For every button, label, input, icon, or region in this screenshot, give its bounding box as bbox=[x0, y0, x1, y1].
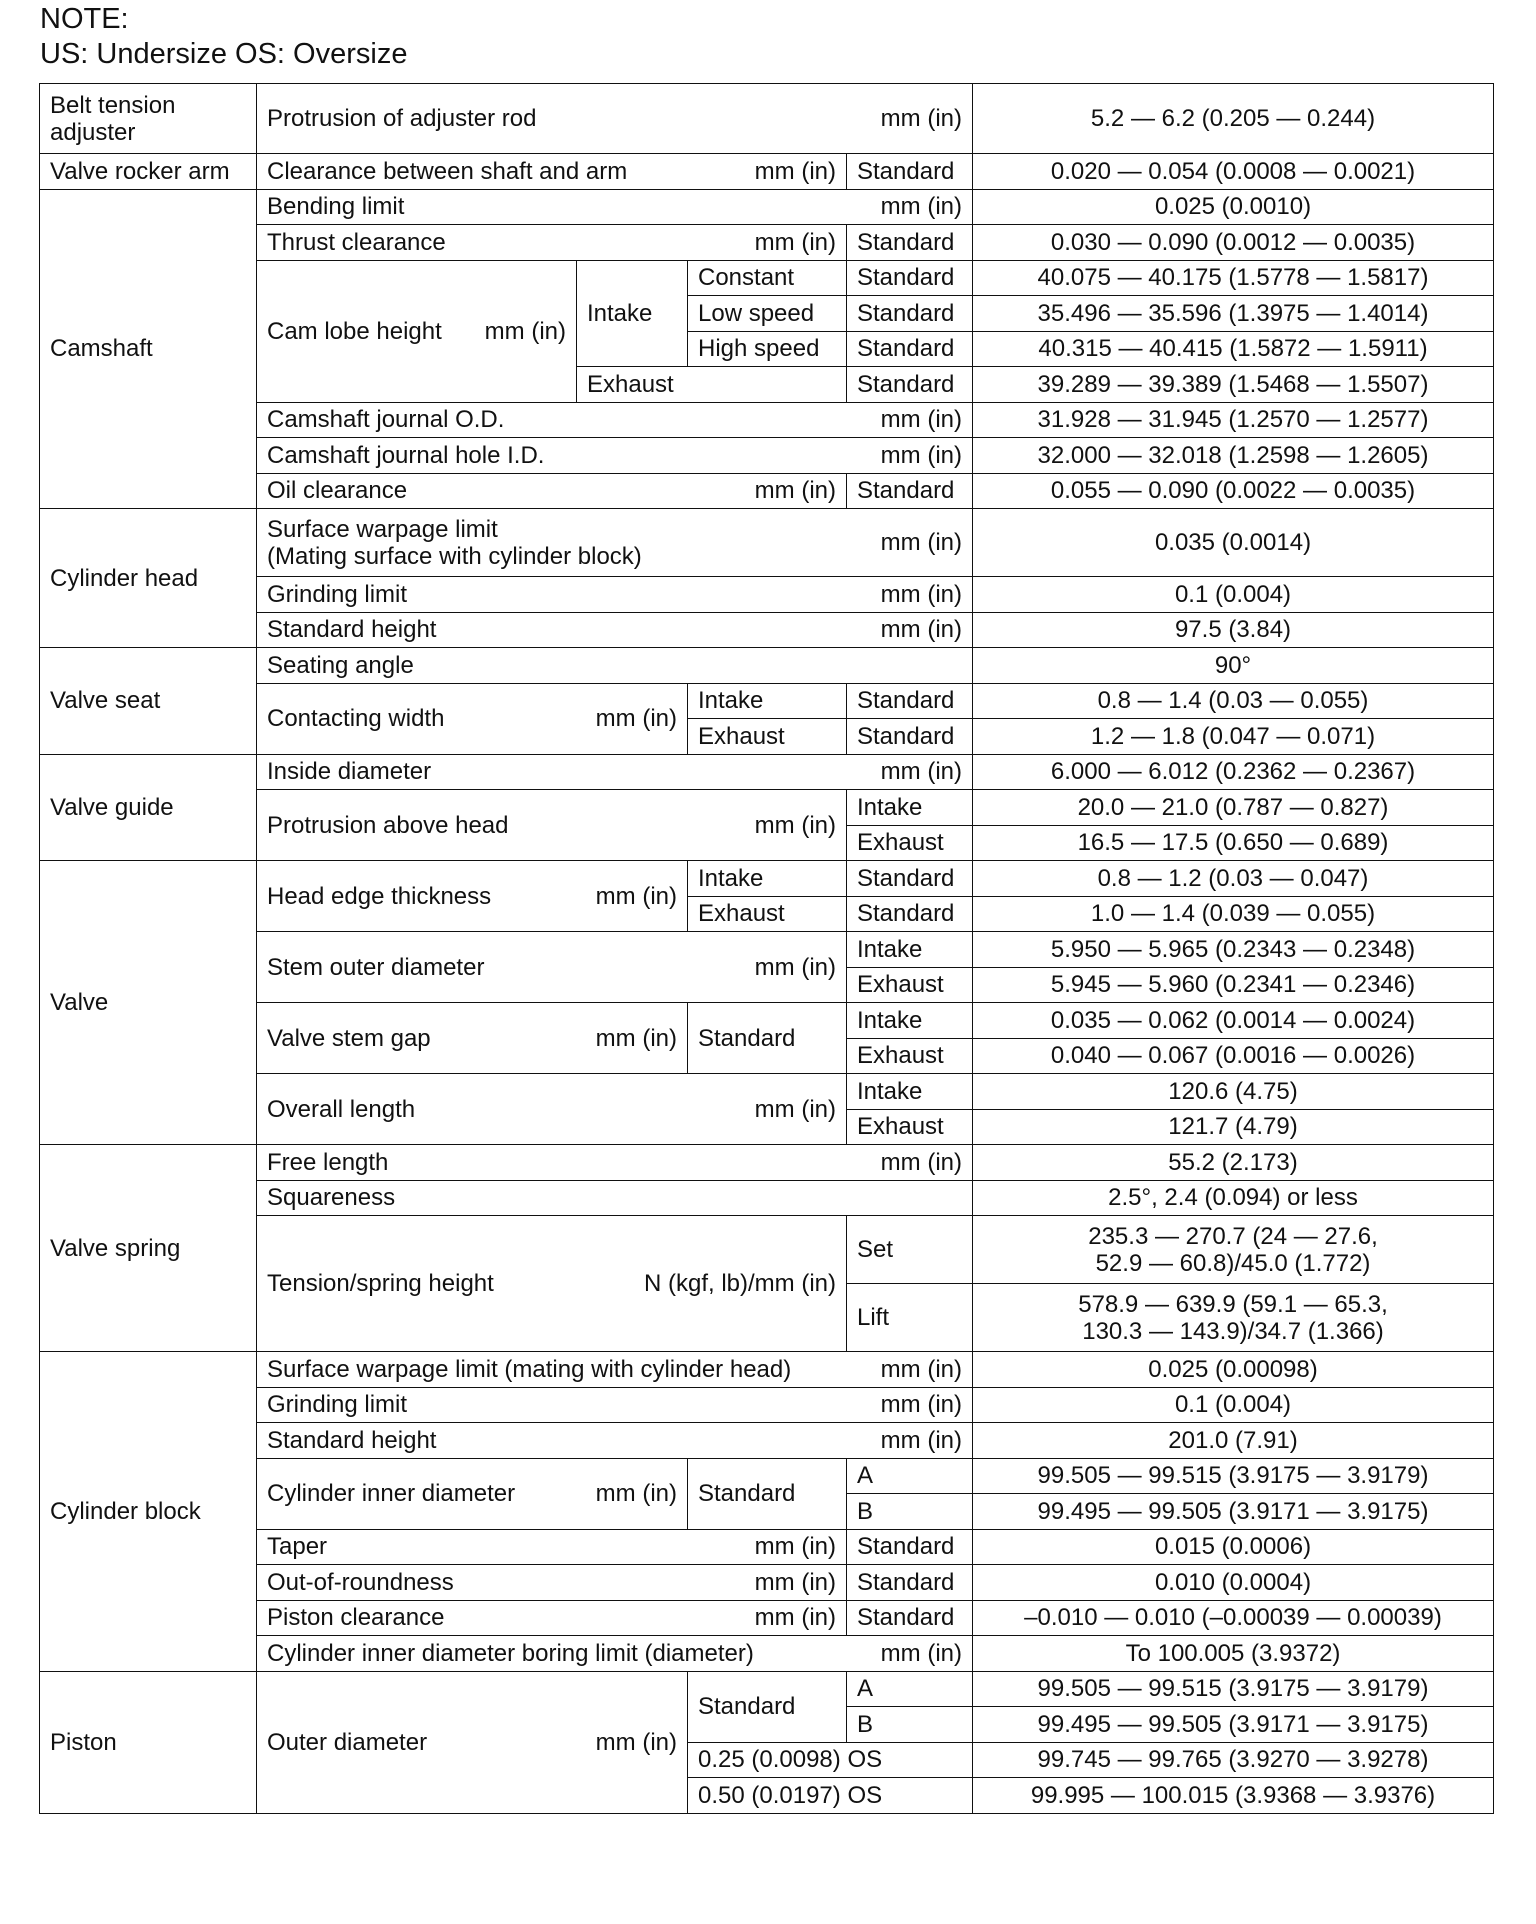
table-row bbox=[40, 402, 1494, 438]
value-cell: 5.950 — 5.965 (0.2343 — 0.2348) bbox=[973, 932, 1494, 968]
subitem-cell: Intake bbox=[847, 1003, 973, 1039]
item-cell: Grinding limit mm (in) bbox=[257, 577, 973, 613]
item-cell: Overall length mm (in) bbox=[257, 1074, 847, 1145]
condition-cell: Standard bbox=[847, 154, 973, 190]
value-cell: 97.5 (3.84) bbox=[973, 612, 1494, 648]
item-cell: Surface warpage limit (Mating surface with cylinder block) mm (in) bbox=[257, 509, 973, 577]
value-cell: 39.289 — 39.389 (1.5468 — 1.5507) bbox=[973, 367, 1494, 403]
subitem-cell: Set bbox=[847, 1216, 973, 1284]
value-cell: 40.315 — 40.415 (1.5872 — 1.5911) bbox=[973, 331, 1494, 367]
category-cell: Cylinder head bbox=[40, 509, 257, 648]
value-cell: 90° bbox=[973, 648, 1494, 684]
table-row bbox=[40, 84, 1494, 154]
table-row bbox=[40, 1145, 1494, 1181]
category-cell: Camshaft bbox=[40, 189, 257, 509]
subitem-cell: Exhaust bbox=[847, 825, 973, 861]
value-cell: 1.2 — 1.8 (0.047 — 0.071) bbox=[973, 719, 1494, 755]
value-cell: 0.035 (0.0014) bbox=[973, 509, 1494, 577]
table-row bbox=[40, 1671, 1494, 1707]
item-cell: Cylinder inner diameter mm (in) bbox=[257, 1458, 688, 1529]
category-cell: Belt tension adjuster bbox=[40, 84, 257, 154]
category-cell: Valve seat bbox=[40, 648, 257, 755]
item-cell: Out-of-roundness mm (in) bbox=[257, 1565, 847, 1601]
table-row bbox=[40, 790, 1494, 826]
value-cell: 99.505 — 99.515 (3.9175 — 3.9179) bbox=[973, 1458, 1494, 1494]
table-row bbox=[40, 1352, 1494, 1388]
table-row bbox=[40, 1074, 1494, 1110]
category-cell: Valve bbox=[40, 861, 257, 1145]
item-cell: Tension/spring height N (kgf, lb)/mm (in) bbox=[257, 1216, 847, 1352]
condition-cell: Standard bbox=[847, 367, 973, 403]
value-cell: 55.2 (2.173) bbox=[973, 1145, 1494, 1181]
item-cell: Thrust clearance mm (in) bbox=[257, 225, 847, 261]
item-cell: Grinding limit mm (in) bbox=[257, 1387, 973, 1423]
item-cell: Contacting width mm (in) bbox=[257, 683, 688, 754]
subitem-cell: Exhaust bbox=[847, 967, 973, 1003]
subitem-cell: Low speed bbox=[688, 296, 847, 332]
value-cell: 35.496 — 35.596 (1.3975 — 1.4014) bbox=[973, 296, 1494, 332]
condition-cell: Standard bbox=[847, 719, 973, 755]
table-row bbox=[40, 438, 1494, 474]
value-cell: 0.035 — 0.062 (0.0014 — 0.0024) bbox=[973, 1003, 1494, 1039]
value-cell: 20.0 — 21.0 (0.787 — 0.827) bbox=[973, 790, 1494, 826]
table-row bbox=[40, 225, 1494, 261]
item-cell: Piston clearance mm (in) bbox=[257, 1600, 847, 1636]
subitem-cell: Lift bbox=[847, 1284, 973, 1352]
value-cell: To 100.005 (3.9372) bbox=[973, 1636, 1494, 1672]
item-cell: Standard height mm (in) bbox=[257, 1423, 973, 1459]
grade-cell: B bbox=[847, 1707, 973, 1743]
subitem-cell: Intake bbox=[577, 260, 688, 367]
table-row bbox=[40, 1600, 1494, 1636]
value-cell: 1.0 — 1.4 (0.039 — 0.055) bbox=[973, 896, 1494, 932]
item-cell: Squareness bbox=[257, 1180, 973, 1216]
value-cell: 0.030 — 0.090 (0.0012 — 0.0035) bbox=[973, 225, 1494, 261]
note-title: NOTE: bbox=[40, 3, 129, 35]
value-cell: 6.000 — 6.012 (0.2362 — 0.2367) bbox=[973, 754, 1494, 790]
category-cell: Valve rocker arm bbox=[40, 154, 257, 190]
condition-cell: Standard bbox=[688, 1671, 847, 1742]
subitem-cell: Exhaust bbox=[847, 1038, 973, 1074]
table-row bbox=[40, 861, 1494, 897]
grade-cell: A bbox=[847, 1671, 973, 1707]
value-cell: 578.9 — 639.9 (59.1 — 65.3, 130.3 — 143.9)/34.7 (1.366) bbox=[973, 1284, 1494, 1352]
item-cell: Cam lobe height mm (in) bbox=[257, 260, 577, 402]
value-cell: 0.1 (0.004) bbox=[973, 577, 1494, 613]
value-cell: 0.1 (0.004) bbox=[973, 1387, 1494, 1423]
grade-cell: B bbox=[847, 1494, 973, 1530]
table-row bbox=[40, 154, 1494, 190]
condition-cell: Standard bbox=[847, 473, 973, 509]
condition-cell: Standard bbox=[847, 896, 973, 932]
item-cell: Oil clearance mm (in) bbox=[257, 473, 847, 509]
value-cell: 0.025 (0.00098) bbox=[973, 1352, 1494, 1388]
subitem-cell: Intake bbox=[688, 683, 847, 719]
item-cell: Taper mm (in) bbox=[257, 1529, 847, 1565]
subitem-cell: Intake bbox=[847, 932, 973, 968]
category-cell: Valve spring bbox=[40, 1145, 257, 1352]
table-row bbox=[40, 1003, 1494, 1039]
table-row bbox=[40, 260, 1494, 296]
note-text: US: Undersize OS: Oversize bbox=[40, 38, 408, 70]
condition-cell: Standard bbox=[847, 861, 973, 897]
note bbox=[40, 2, 407, 72]
value-cell: 5.945 — 5.960 (0.2341 — 0.2346) bbox=[973, 967, 1494, 1003]
table-row bbox=[40, 754, 1494, 790]
value-cell: 201.0 (7.91) bbox=[973, 1423, 1494, 1459]
condition-cell: Standard bbox=[688, 1003, 847, 1074]
table-row bbox=[40, 612, 1494, 648]
value-cell: 32.000 — 32.018 (1.2598 — 1.2605) bbox=[973, 438, 1494, 474]
value-cell: –0.010 — 0.010 (–0.00039 — 0.00039) bbox=[973, 1600, 1494, 1636]
subitem-cell: Intake bbox=[688, 861, 847, 897]
grade-cell: A bbox=[847, 1458, 973, 1494]
condition-cell: Standard bbox=[847, 1529, 973, 1565]
item-cell: Valve stem gap mm (in) bbox=[257, 1003, 688, 1074]
value-cell: 5.2 — 6.2 (0.205 — 0.244) bbox=[973, 84, 1494, 154]
item-cell: Surface warpage limit (mating with cylinder head) mm (in) bbox=[257, 1352, 973, 1388]
subitem-cell: Constant bbox=[688, 260, 847, 296]
value-cell: 121.7 (4.79) bbox=[973, 1109, 1494, 1145]
item-cell: Protrusion above head mm (in) bbox=[257, 790, 847, 861]
subitem-cell: Exhaust bbox=[847, 1109, 973, 1145]
value-cell: 99.995 — 100.015 (3.9368 — 3.9376) bbox=[973, 1778, 1494, 1814]
table-row bbox=[40, 1216, 1494, 1284]
value-cell: 0.055 — 0.090 (0.0022 — 0.0035) bbox=[973, 473, 1494, 509]
value-cell: 0.015 (0.0006) bbox=[973, 1529, 1494, 1565]
condition-cell: Standard bbox=[847, 331, 973, 367]
category-cell: Valve guide bbox=[40, 754, 257, 861]
spec-table bbox=[39, 83, 1494, 1814]
item-cell: Clearance between shaft and arm mm (in) bbox=[257, 154, 847, 190]
subitem-cell: High speed bbox=[688, 331, 847, 367]
item-cell: Stem outer diameter mm (in) bbox=[257, 932, 847, 1003]
table-row bbox=[40, 1529, 1494, 1565]
table-row bbox=[40, 1423, 1494, 1459]
table-row bbox=[40, 1636, 1494, 1672]
subitem-cell: Exhaust bbox=[688, 896, 847, 932]
condition-cell: Standard bbox=[847, 260, 973, 296]
value-cell: 99.505 — 99.515 (3.9175 — 3.9179) bbox=[973, 1671, 1494, 1707]
value-cell: 99.745 — 99.765 (3.9270 — 3.9278) bbox=[973, 1742, 1494, 1778]
condition-cell: Standard bbox=[688, 1458, 847, 1529]
value-cell: 16.5 — 17.5 (0.650 — 0.689) bbox=[973, 825, 1494, 861]
table-row bbox=[40, 932, 1494, 968]
subitem-cell: Intake bbox=[847, 1074, 973, 1110]
value-cell: 0.025 (0.0010) bbox=[973, 189, 1494, 225]
value-cell: 0.020 — 0.054 (0.0008 — 0.0021) bbox=[973, 154, 1494, 190]
condition-cell: Standard bbox=[847, 1600, 973, 1636]
oversize-cell: 0.25 (0.0098) OS bbox=[688, 1742, 973, 1778]
value-cell: 235.3 — 270.7 (24 — 27.6, 52.9 — 60.8)/45.0 (1.772) bbox=[973, 1216, 1494, 1284]
table-row bbox=[40, 1387, 1494, 1423]
table-row bbox=[40, 648, 1494, 684]
table-row bbox=[40, 509, 1494, 577]
item-cell: Inside diameter mm (in) bbox=[257, 754, 973, 790]
value-cell: 0.8 — 1.4 (0.03 — 0.055) bbox=[973, 683, 1494, 719]
oversize-cell: 0.50 (0.0197) OS bbox=[688, 1778, 973, 1814]
item-cell: Free length mm (in) bbox=[257, 1145, 973, 1181]
item-cell: Camshaft journal hole I.D. mm (in) bbox=[257, 438, 973, 474]
condition-cell: Standard bbox=[847, 683, 973, 719]
item-cell: Bending limit mm (in) bbox=[257, 189, 973, 225]
table-row bbox=[40, 1565, 1494, 1601]
item-cell: Outer diameter mm (in) bbox=[257, 1671, 688, 1813]
value-cell: 99.495 — 99.505 (3.9171 — 3.9175) bbox=[973, 1707, 1494, 1743]
table-row bbox=[40, 189, 1494, 225]
category-cell: Piston bbox=[40, 1671, 257, 1813]
table-row bbox=[40, 1180, 1494, 1216]
condition-cell: Standard bbox=[847, 225, 973, 261]
item-cell: Protrusion of adjuster rod mm (in) bbox=[257, 84, 973, 154]
value-cell: 40.075 — 40.175 (1.5778 — 1.5817) bbox=[973, 260, 1494, 296]
value-cell: 99.495 — 99.505 (3.9171 — 3.9175) bbox=[973, 1494, 1494, 1530]
value-cell: 0.040 — 0.067 (0.0016 — 0.0026) bbox=[973, 1038, 1494, 1074]
table-row bbox=[40, 683, 1494, 719]
value-cell: 31.928 — 31.945 (1.2570 — 1.2577) bbox=[973, 402, 1494, 438]
subitem-cell: Exhaust bbox=[688, 719, 847, 755]
category-cell: Cylinder block bbox=[40, 1352, 257, 1672]
table-row bbox=[40, 473, 1494, 509]
table-row bbox=[40, 1458, 1494, 1494]
subitem-cell: Intake bbox=[847, 790, 973, 826]
subitem-cell: Exhaust bbox=[577, 367, 847, 403]
item-cell: Camshaft journal O.D. mm (in) bbox=[257, 402, 973, 438]
value-cell: 120.6 (4.75) bbox=[973, 1074, 1494, 1110]
condition-cell: Standard bbox=[847, 296, 973, 332]
item-cell: Cylinder inner diameter boring limit (diameter) mm (in) bbox=[257, 1636, 973, 1672]
value-cell: 2.5°, 2.4 (0.094) or less bbox=[973, 1180, 1494, 1216]
value-cell: 0.8 — 1.2 (0.03 — 0.047) bbox=[973, 861, 1494, 897]
value-cell: 0.010 (0.0004) bbox=[973, 1565, 1494, 1601]
item-cell: Standard height mm (in) bbox=[257, 612, 973, 648]
table-row bbox=[40, 577, 1494, 613]
item-cell: Seating angle bbox=[257, 648, 973, 684]
item-cell: Head edge thickness mm (in) bbox=[257, 861, 688, 932]
condition-cell: Standard bbox=[847, 1565, 973, 1601]
